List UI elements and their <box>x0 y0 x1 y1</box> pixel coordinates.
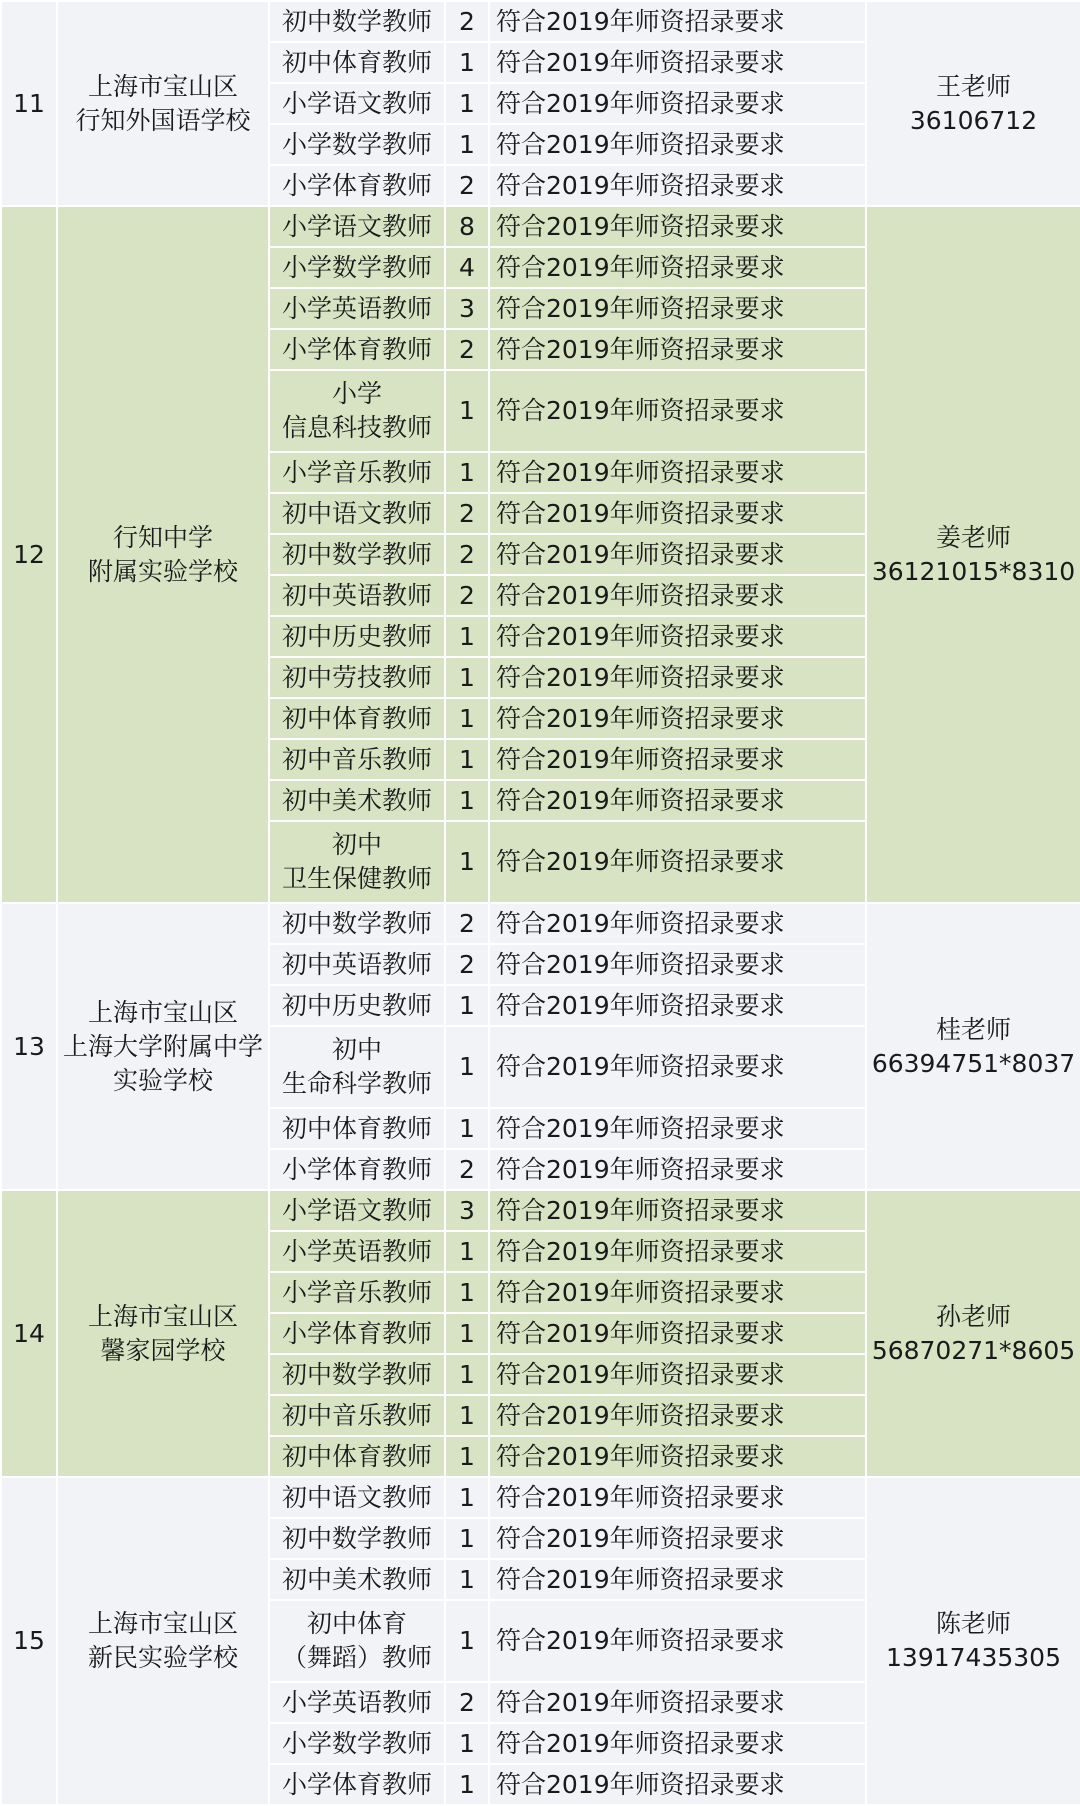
requirement: 符合2019年师资招录要求 <box>489 1600 866 1682</box>
headcount: 2 <box>445 165 489 206</box>
position-name: 初中体育教师 <box>269 1436 445 1477</box>
headcount: 1 <box>445 657 489 698</box>
position-name: 小学体育教师 <box>269 165 445 206</box>
position-name: 小学数学教师 <box>269 124 445 165</box>
requirement: 符合2019年师资招录要求 <box>489 1026 866 1108</box>
school-number: 12 <box>1 206 57 903</box>
requirement: 符合2019年师资招录要求 <box>489 1313 866 1354</box>
requirement: 符合2019年师资招录要求 <box>489 247 866 288</box>
position-name: 小学体育教师 <box>269 1764 445 1805</box>
school-name-line: 行知中学 <box>112 522 213 552</box>
position-name: 初中数学教师 <box>269 534 445 575</box>
position-name: 小学语文教师 <box>269 83 445 124</box>
headcount: 2 <box>445 493 489 534</box>
headcount: 1 <box>445 124 489 165</box>
headcount: 1 <box>445 83 489 124</box>
school-name <box>57 206 269 903</box>
contact-name: 桂老师 <box>935 1014 1011 1044</box>
school-name-line: 上海市宝山区 <box>87 997 238 1027</box>
headcount: 1 <box>445 370 489 452</box>
table-row <box>1 1477 1080 1518</box>
headcount: 1 <box>445 698 489 739</box>
requirement: 符合2019年师资招录要求 <box>489 1 866 42</box>
table-row <box>1 1190 1080 1231</box>
position-name: 初中语文教师 <box>269 1477 445 1518</box>
school-name-line: 行知外国语学校 <box>75 105 251 135</box>
contact <box>866 903 1080 1190</box>
position-name: 初中历史教师 <box>269 985 445 1026</box>
contact-phone: 36121015*8310 <box>871 556 1076 586</box>
requirement: 符合2019年师资招录要求 <box>489 739 866 780</box>
position-name: 初中英语教师 <box>269 944 445 985</box>
headcount: 2 <box>445 575 489 616</box>
position-name: 初中体育教师 <box>269 42 445 83</box>
position-name: 小学英语教师 <box>269 1682 445 1723</box>
contact <box>866 206 1080 903</box>
requirement: 符合2019年师资招录要求 <box>489 1354 866 1395</box>
requirement: 符合2019年师资招录要求 <box>489 493 866 534</box>
position-name <box>269 821 445 903</box>
headcount: 1 <box>445 1395 489 1436</box>
position-name: 小学语文教师 <box>269 1190 445 1231</box>
position-name: 小学语文教师 <box>269 206 445 247</box>
position-name: 初中音乐教师 <box>269 739 445 780</box>
requirement: 符合2019年师资招录要求 <box>489 780 866 821</box>
requirement: 符合2019年师资招录要求 <box>489 1682 866 1723</box>
headcount: 3 <box>445 288 489 329</box>
position-name-line: 初中 <box>331 830 382 859</box>
requirement: 符合2019年师资招录要求 <box>489 1190 866 1231</box>
headcount: 1 <box>445 739 489 780</box>
position-name: 小学音乐教师 <box>269 452 445 493</box>
requirement: 符合2019年师资招录要求 <box>489 1559 866 1600</box>
school-name-line: 上海市宝山区 <box>87 1301 238 1331</box>
school-number: 15 <box>1 1477 57 1805</box>
requirement: 符合2019年师资招录要求 <box>489 124 866 165</box>
headcount: 1 <box>445 985 489 1026</box>
headcount: 2 <box>445 1149 489 1190</box>
requirement: 符合2019年师资招录要求 <box>489 329 866 370</box>
position-name <box>269 1026 445 1108</box>
school-name <box>57 903 269 1190</box>
headcount: 1 <box>445 1477 489 1518</box>
table-body <box>1 1 1080 1805</box>
contact <box>866 1 1080 206</box>
contact-name: 姜老师 <box>935 522 1011 552</box>
contact-name: 孙老师 <box>935 1301 1011 1331</box>
position-name: 初中英语教师 <box>269 575 445 616</box>
contact-phone: 36106712 <box>909 105 1038 135</box>
contact-phone: 66394751*8037 <box>871 1048 1076 1078</box>
contact-phone: 56870271*8605 <box>871 1335 1076 1365</box>
requirement: 符合2019年师资招录要求 <box>489 575 866 616</box>
position-name: 初中数学教师 <box>269 1518 445 1559</box>
headcount: 8 <box>445 206 489 247</box>
school-name <box>57 1477 269 1805</box>
requirement: 符合2019年师资招录要求 <box>489 903 866 944</box>
position-name-line: 生命科学教师 <box>281 1069 432 1098</box>
requirement: 符合2019年师资招录要求 <box>489 1272 866 1313</box>
position-name: 初中劳技教师 <box>269 657 445 698</box>
position-name-line: 信息科技教师 <box>281 413 432 442</box>
headcount: 1 <box>445 616 489 657</box>
headcount: 1 <box>445 821 489 903</box>
position-name: 初中数学教师 <box>269 1 445 42</box>
headcount: 1 <box>445 1436 489 1477</box>
requirement: 符合2019年师资招录要求 <box>489 985 866 1026</box>
contact <box>866 1477 1080 1805</box>
requirement: 符合2019年师资招录要求 <box>489 288 866 329</box>
headcount: 1 <box>445 1518 489 1559</box>
position-name: 小学英语教师 <box>269 1231 445 1272</box>
requirement: 符合2019年师资招录要求 <box>489 1477 866 1518</box>
headcount: 1 <box>445 1600 489 1682</box>
position-name: 初中数学教师 <box>269 1354 445 1395</box>
headcount: 2 <box>445 329 489 370</box>
table-row <box>1 1 1080 42</box>
requirement: 符合2019年师资招录要求 <box>489 1395 866 1436</box>
position-name: 初中语文教师 <box>269 493 445 534</box>
school-number: 14 <box>1 1190 57 1477</box>
requirement: 符合2019年师资招录要求 <box>489 165 866 206</box>
position-name: 初中美术教师 <box>269 1559 445 1600</box>
position-name-line: 初中 <box>331 1035 382 1064</box>
school-name-line: 上海市宝山区 <box>87 1609 238 1638</box>
headcount: 1 <box>445 1026 489 1108</box>
requirement: 符合2019年师资招录要求 <box>489 616 866 657</box>
school-name <box>57 1 269 206</box>
headcount: 1 <box>445 42 489 83</box>
headcount: 1 <box>445 452 489 493</box>
table-row <box>1 903 1080 944</box>
contact-name: 陈老师 <box>935 1609 1011 1638</box>
position-name: 小学英语教师 <box>269 288 445 329</box>
position-name: 初中音乐教师 <box>269 1395 445 1436</box>
position-name-line: 初中体育 <box>306 1609 407 1638</box>
requirement: 符合2019年师资招录要求 <box>489 1231 866 1272</box>
requirement: 符合2019年师资招录要求 <box>489 42 866 83</box>
position-name: 初中体育教师 <box>269 698 445 739</box>
position-name-line: 小学 <box>331 379 382 408</box>
contact <box>866 1190 1080 1477</box>
school-name-line: 馨家园学校 <box>100 1335 226 1365</box>
school-number: 13 <box>1 903 57 1190</box>
table-row <box>1 206 1080 247</box>
requirement: 符合2019年师资招录要求 <box>489 83 866 124</box>
requirement: 符合2019年师资招录要求 <box>489 370 866 452</box>
requirement: 符合2019年师资招录要求 <box>489 944 866 985</box>
school-name-line: 上海大学附属中学 <box>62 1031 263 1061</box>
school-name-line: 附属实验学校 <box>87 556 238 586</box>
position-name <box>269 370 445 452</box>
position-name: 初中体育教师 <box>269 1108 445 1149</box>
position-name: 小学数学教师 <box>269 1723 445 1764</box>
requirement: 符合2019年师资招录要求 <box>489 1149 866 1190</box>
headcount: 2 <box>445 1682 489 1723</box>
headcount: 2 <box>445 1 489 42</box>
requirement: 符合2019年师资招录要求 <box>489 1108 866 1149</box>
requirement: 符合2019年师资招录要求 <box>489 1436 866 1477</box>
headcount: 2 <box>445 903 489 944</box>
position-name: 初中美术教师 <box>269 780 445 821</box>
requirement: 符合2019年师资招录要求 <box>489 821 866 903</box>
headcount: 1 <box>445 780 489 821</box>
headcount: 2 <box>445 944 489 985</box>
school-number: 11 <box>1 1 57 206</box>
headcount: 1 <box>445 1723 489 1764</box>
school-name <box>57 1190 269 1477</box>
headcount: 1 <box>445 1313 489 1354</box>
requirement: 符合2019年师资招录要求 <box>489 534 866 575</box>
headcount: 2 <box>445 534 489 575</box>
position-name: 小学音乐教师 <box>269 1272 445 1313</box>
headcount: 1 <box>445 1354 489 1395</box>
position-name: 初中历史教师 <box>269 616 445 657</box>
requirement: 符合2019年师资招录要求 <box>489 1764 866 1805</box>
contact-name: 王老师 <box>935 71 1011 101</box>
requirement: 符合2019年师资招录要求 <box>489 452 866 493</box>
school-name-line: 上海市宝山区 <box>87 71 238 101</box>
headcount: 4 <box>445 247 489 288</box>
position-name: 小学体育教师 <box>269 329 445 370</box>
position-name: 小学体育教师 <box>269 1149 445 1190</box>
position-name-line: 卫生保健教师 <box>281 864 432 893</box>
position-name: 小学体育教师 <box>269 1313 445 1354</box>
requirement: 符合2019年师资招录要求 <box>489 206 866 247</box>
position-name <box>269 1600 445 1682</box>
position-name: 小学数学教师 <box>269 247 445 288</box>
position-name-line: （舞蹈）教师 <box>281 1643 432 1672</box>
headcount: 1 <box>445 1272 489 1313</box>
position-name: 初中数学教师 <box>269 903 445 944</box>
headcount: 1 <box>445 1231 489 1272</box>
headcount: 1 <box>445 1764 489 1805</box>
school-name-line: 新民实验学校 <box>87 1643 238 1672</box>
contact-phone: 13917435305 <box>886 1643 1061 1672</box>
requirement: 符合2019年师资招录要求 <box>489 1723 866 1764</box>
headcount: 1 <box>445 1559 489 1600</box>
requirement: 符合2019年师资招录要求 <box>489 698 866 739</box>
school-name-line: 实验学校 <box>112 1065 213 1095</box>
headcount: 3 <box>445 1190 489 1231</box>
requirement: 符合2019年师资招录要求 <box>489 657 866 698</box>
requirement: 符合2019年师资招录要求 <box>489 1518 866 1559</box>
headcount: 1 <box>445 1108 489 1149</box>
